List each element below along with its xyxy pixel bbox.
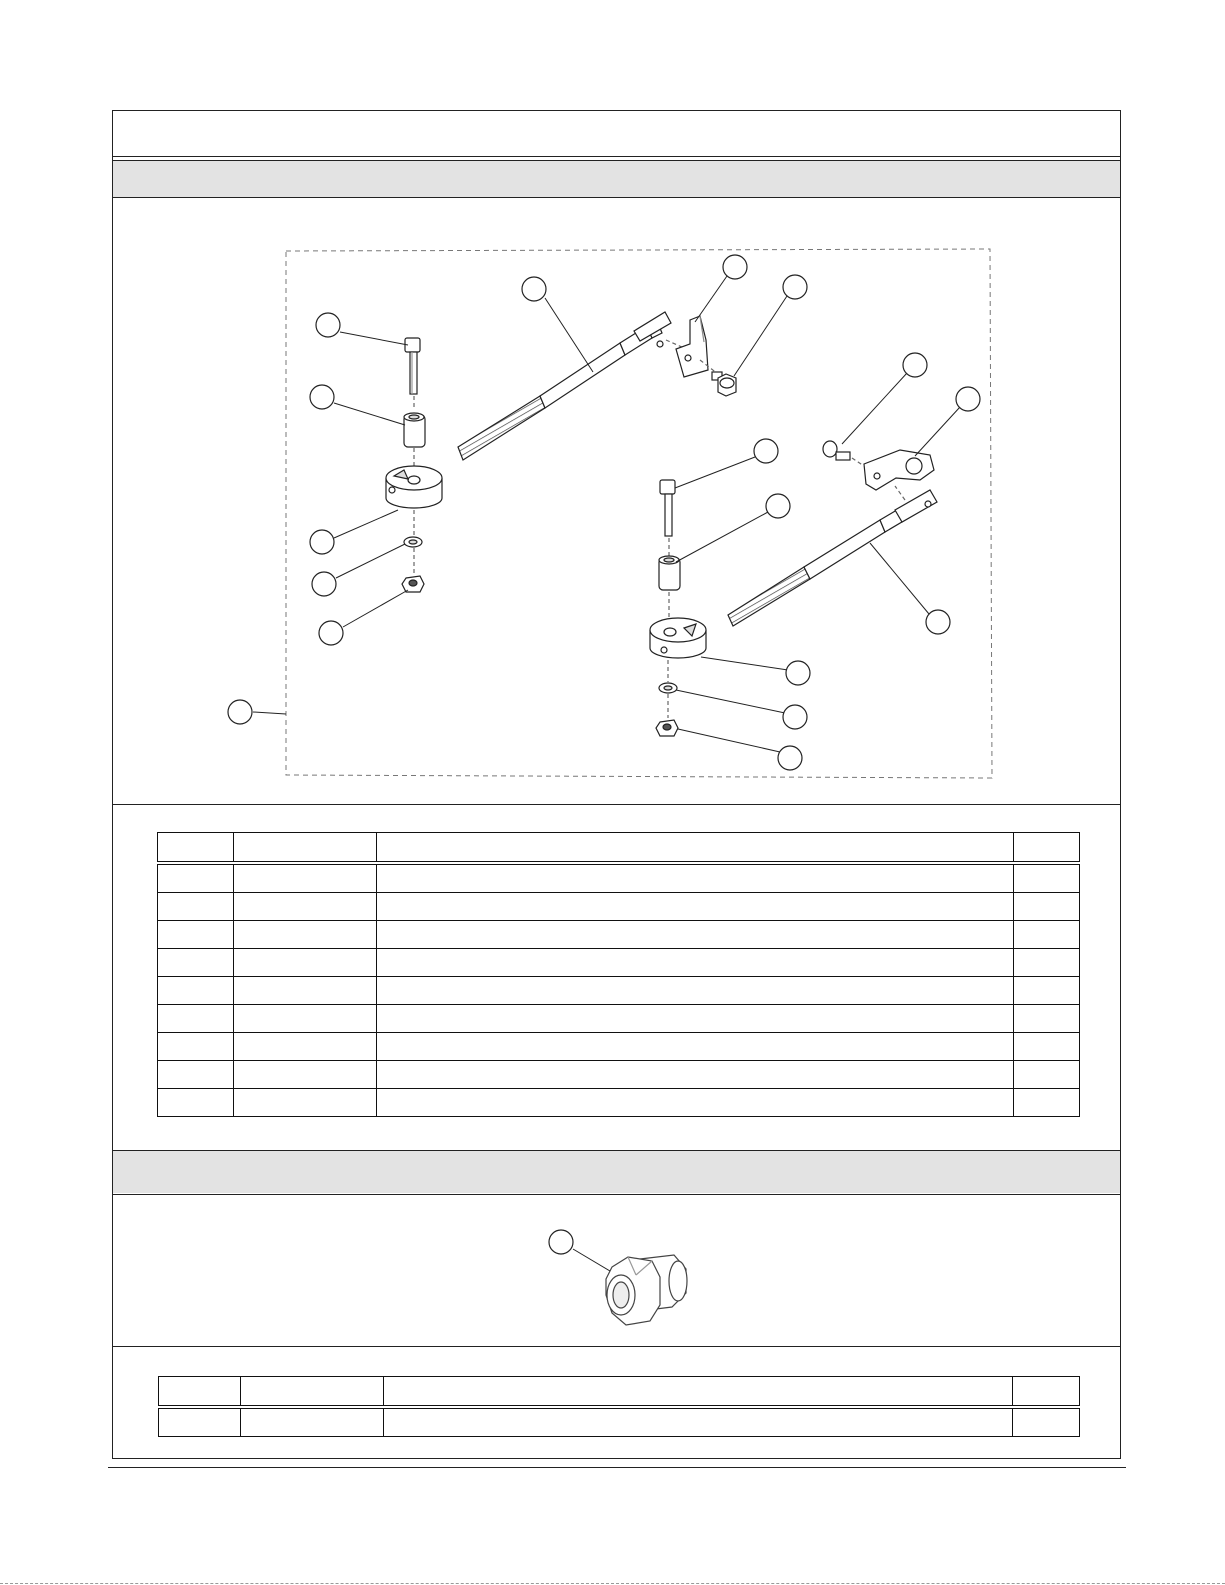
cell-part-number <box>233 1033 376 1061</box>
cell-description <box>376 977 1013 1005</box>
col-header-description <box>383 1377 1012 1408</box>
footer-rule <box>108 1467 1126 1468</box>
cell-qty <box>1014 949 1080 977</box>
cell-part-number <box>233 893 376 921</box>
callout-balloon <box>310 385 334 409</box>
callout-balloon <box>754 439 778 463</box>
cell-item <box>158 863 234 893</box>
diagram1-divider <box>112 804 1121 805</box>
callout-balloon <box>319 621 343 645</box>
cell-part-number <box>233 949 376 977</box>
cell-description <box>376 1005 1013 1033</box>
cell-description <box>376 921 1013 949</box>
bolt-right <box>660 480 675 536</box>
bushing-left <box>404 413 425 447</box>
cell-description <box>376 863 1013 893</box>
callout-balloon <box>766 494 790 518</box>
cell-description <box>383 1407 1012 1437</box>
col-header-qty <box>1013 1377 1080 1408</box>
cell-qty <box>1014 1061 1080 1089</box>
table-row <box>158 863 1080 893</box>
cell-item <box>158 921 234 949</box>
flange-screw-upper <box>712 372 736 396</box>
table-row <box>158 977 1080 1005</box>
callout-balloon <box>310 530 334 554</box>
cell-description <box>376 1061 1013 1089</box>
col-header-item <box>159 1377 241 1408</box>
cell-part-number <box>233 1089 376 1117</box>
parts-table-2 <box>158 1376 1080 1437</box>
cell-item <box>158 977 234 1005</box>
col-header-part-number <box>240 1377 383 1408</box>
callout-balloon <box>316 313 340 337</box>
cell-qty <box>1014 1005 1080 1033</box>
cell-description <box>376 893 1013 921</box>
cell-qty <box>1014 1033 1080 1061</box>
cell-qty <box>1014 863 1080 893</box>
cell-part-number <box>233 1061 376 1089</box>
cell-item <box>159 1407 241 1437</box>
col-header-item <box>158 833 234 864</box>
col-header-description <box>376 833 1013 864</box>
cell-qty <box>1013 1407 1080 1437</box>
cell-item <box>158 1061 234 1089</box>
cell-part-number <box>233 1005 376 1033</box>
cell-description <box>376 1033 1013 1061</box>
cell-qty <box>1014 893 1080 921</box>
callout-balloon <box>786 661 810 685</box>
table-row <box>158 949 1080 977</box>
nut-diagram <box>0 1195 1225 1345</box>
leader-lines <box>253 276 960 752</box>
cell-description <box>376 1089 1013 1117</box>
cell-part-number <box>233 977 376 1005</box>
callout-balloon <box>549 1230 573 1254</box>
nut-left <box>402 576 424 592</box>
bracket-lower <box>864 450 934 490</box>
washer-left <box>404 537 422 547</box>
table-row <box>158 893 1080 921</box>
col-header-part-number <box>233 833 376 864</box>
collar-left <box>386 466 442 508</box>
callout-balloon <box>956 387 980 411</box>
cell-item <box>158 1089 234 1117</box>
callout-balloon <box>903 353 927 377</box>
parts-table-1 <box>157 832 1080 1117</box>
table-row <box>159 1407 1080 1437</box>
table-row <box>158 1033 1080 1061</box>
cell-qty <box>1014 1089 1080 1117</box>
table-row <box>158 1005 1080 1033</box>
cell-item <box>158 893 234 921</box>
col-header-qty <box>1014 833 1080 864</box>
callout-balloon <box>783 275 807 299</box>
callout-balloon <box>312 572 336 596</box>
cell-item <box>158 1005 234 1033</box>
cell-item <box>158 1033 234 1061</box>
bolt-left <box>405 338 420 394</box>
callout-balloon <box>723 255 747 279</box>
table-header-row <box>159 1377 1080 1408</box>
callout-balloon <box>522 277 546 301</box>
cell-part-number <box>233 863 376 893</box>
cell-part-number <box>233 921 376 949</box>
table-row <box>158 1089 1080 1117</box>
section2-band <box>113 1151 1120 1193</box>
flange-screw-lower <box>823 441 850 460</box>
table-row <box>158 1061 1080 1089</box>
threaded-rod-lower <box>728 490 937 626</box>
cell-description <box>376 949 1013 977</box>
table-header-row <box>158 833 1080 864</box>
callout-balloon <box>228 700 252 724</box>
threaded-rod-upper <box>458 312 671 460</box>
callout-balloon <box>783 705 807 729</box>
cell-qty <box>1014 921 1080 949</box>
cell-qty <box>1014 977 1080 1005</box>
callout-balloon <box>778 746 802 770</box>
cell-part-number <box>240 1407 383 1437</box>
cell-item <box>158 949 234 977</box>
nut-right <box>656 720 678 736</box>
page-cut-line <box>0 1583 1225 1584</box>
collar-right <box>650 618 706 658</box>
washer-right <box>659 683 677 693</box>
table-row <box>158 921 1080 949</box>
diagram2-divider <box>112 1346 1121 1347</box>
callout-balloon <box>926 610 950 634</box>
